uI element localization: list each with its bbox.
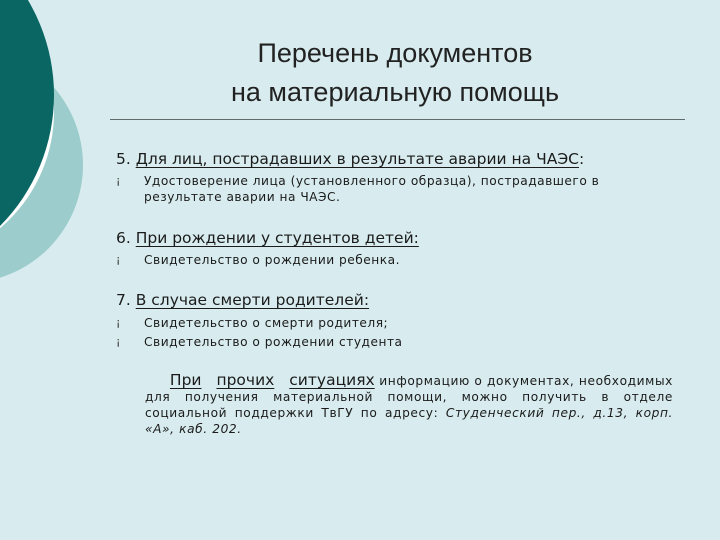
section-title: Для лиц, пострадавших в результате аварии на ЧАЭС (135, 150, 579, 168)
page-title (150, 34, 640, 112)
list-item-text: Свидетельство о рождении ребенка. (144, 253, 400, 267)
section-7-heading (116, 291, 369, 309)
section-title: При рождении у студентов детей: (135, 229, 419, 247)
section-suffix: : (578, 150, 585, 168)
section-5-heading (116, 150, 584, 168)
list-item-text: Свидетельство о рождении студента (144, 335, 403, 349)
note-address: Студенческий пер., д.13, корп. «А», каб. 202. (145, 406, 673, 436)
note-lead-word: При (169, 371, 202, 389)
page-title-line-2: на материальную помощь (230, 77, 560, 107)
section-title: В случае смерти родителей: (135, 291, 370, 309)
info-note (145, 372, 673, 437)
title-divider (110, 119, 685, 120)
section-6-heading (116, 229, 419, 247)
note-lead-word: ситуациях (289, 371, 375, 389)
note-lead (145, 371, 375, 389)
section-number: 6. (116, 229, 136, 247)
bullet-icon: ¡ (116, 335, 121, 348)
list-item-text: Свидетельство о смерти родителя; (144, 316, 389, 330)
page-title-line-1: Перечень документов (257, 38, 533, 68)
list-item-text: Удостоверение лица (установленного образца), пострадавшего в результате аварии на ЧАЭС. (144, 174, 600, 204)
bullet-icon: ¡ (116, 174, 121, 187)
section-number: 7. (116, 291, 136, 309)
note-lead-word: прочих (216, 371, 275, 389)
bullet-icon: ¡ (116, 253, 121, 266)
section-number: 5. (116, 150, 136, 168)
bullet-icon: ¡ (116, 316, 121, 329)
note-text: информацию о документах, необходимых для получения материальной помощи, можно получить в отделе социальной поддержки ТвГУ по адресу: (145, 374, 673, 420)
